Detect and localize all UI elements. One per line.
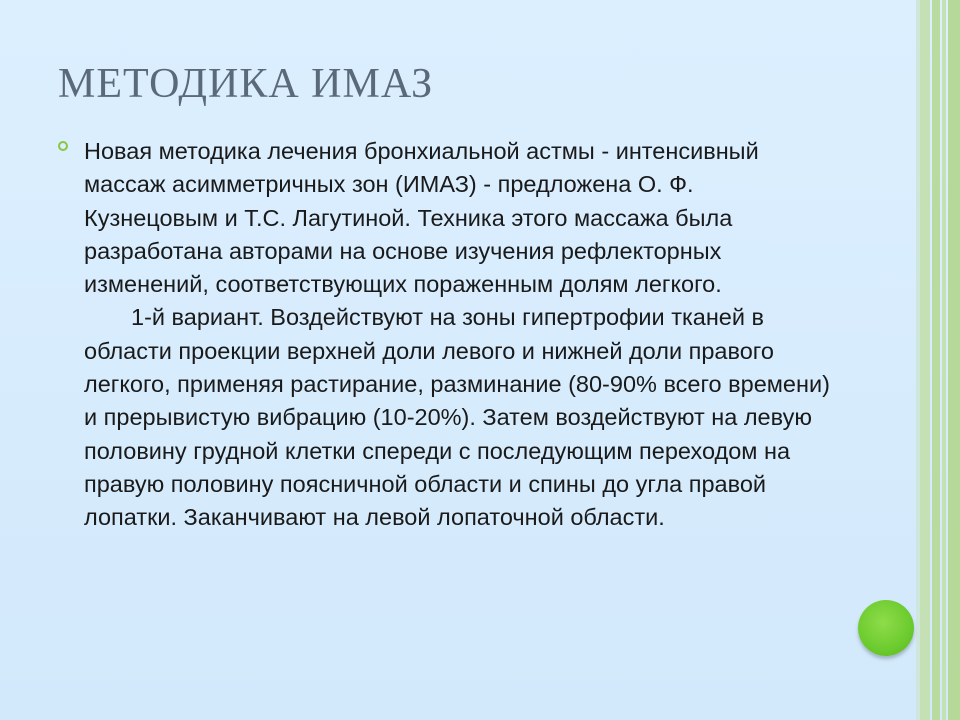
variant-1-text: 1-й вариант. Воздействуют на зоны гипертрофии тканей в области проекции верхней доли левого и нижней доли правого легкого, применяя растирание, разминание (80-90% всего времени) и прерывистую вибрацию (10-20%). Затем воздействуют на левую половину грудной клетки спереди с последующим переходом на правую половину поясничной области и спины до угла правой лопатки. Заканчивают на левой лопаточной области. xyxy=(84,304,830,531)
side-stripe xyxy=(920,0,930,720)
body-paragraph-intro: Новая методика лечения бронхиальной астмы - интенсивный массаж асимметричных зон (ИМАЗ) - предложена О. Ф. Кузнецовым и Т.С. Лагутиной. Техника этого массажа была разработана авторами на основе изучения рефлекторных изменений, соответствующих пораженным долям легкого. xyxy=(84,138,759,298)
body-paragraph-variant-1 xyxy=(84,301,834,534)
side-stripe xyxy=(932,0,940,720)
side-stripe xyxy=(942,0,946,720)
decorative-green-circle-icon xyxy=(858,600,914,656)
bullet-circle-icon xyxy=(58,141,68,151)
side-stripe xyxy=(948,0,960,720)
slide-body xyxy=(84,135,834,535)
slide-title: МЕТОДИКА ИМАЗ xyxy=(58,61,434,107)
